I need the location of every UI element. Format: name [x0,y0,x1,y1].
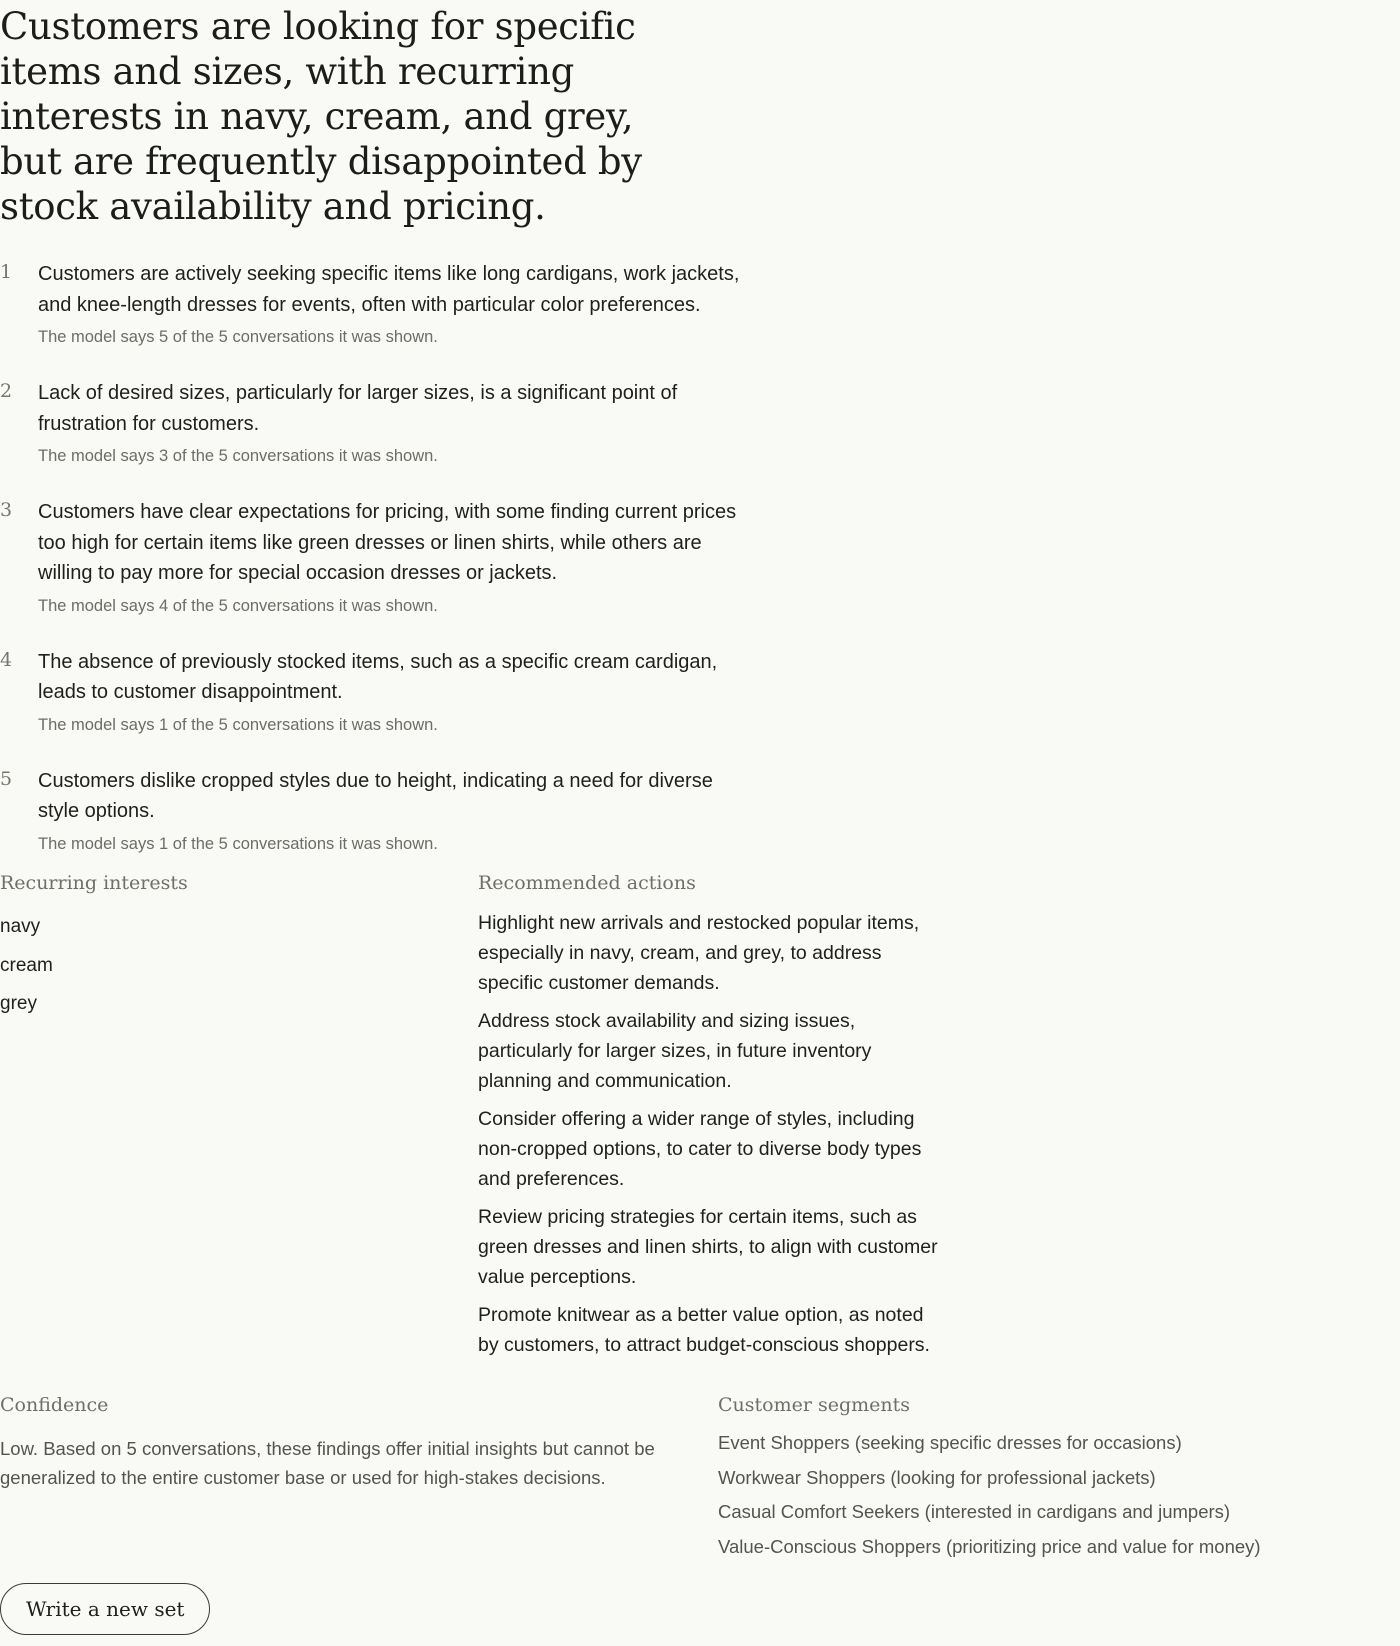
finding-number: 1 [0,261,13,283]
finding-text: Customers are actively seeking specific items like long cardigans, work jackets, and knee-length dresses for events, often with particular color preferences. [38,263,740,316]
action-item: Review pricing strategies for certain items, such as green dresses and linen shirts, to align with customer value perceptions. [478,1206,938,1288]
finding-number: 3 [0,499,13,521]
interest-item: grey [0,993,37,1014]
finding-note: The model says 1 of the 5 conversations it was shown. [38,834,438,853]
finding-note: The model says 1 of the 5 conversations it was shown. [38,715,438,734]
finding-text: Customers have clear expectations for pricing, with some finding current prices too high for certain items like green dresses or linen shirts, while others are willing to pay more for special occasion dresses or jackets. [38,501,737,584]
finding-item [0,647,750,737]
recurring-interests-label: Recurring interests [0,872,188,894]
confidence-text: Low. Based on 5 conversations, these findings offer initial insights but cannot be generalized to the entire customer base or used for high-stakes decisions. [0,1438,655,1488]
finding-note: The model says 4 of the 5 conversations it was shown. [38,596,438,615]
recommended-actions-list [478,908,938,1360]
finding-text: The absence of previously stocked items, such as a specific cream cardigan, leads to customer disappointment. [38,650,718,703]
segment-item: Workwear Shoppers (looking for professional jackets) [718,1466,1156,1488]
finding-item [0,497,750,618]
recommended-actions-label: Recommended actions [478,872,696,894]
recommended-actions-section [478,870,938,1368]
segment-item: Casual Comfort Seekers (interested in cardigans and jumpers) [718,1501,1231,1522]
customer-segments-list [718,1426,1358,1564]
finding-text: Lack of desired sizes, particularly for larger sizes, is a significant point of frustration for customers. [38,382,678,435]
confidence-section [0,1392,660,1492]
finding-note: The model says 5 of the 5 conversations it was shown. [38,328,438,346]
finding-item [0,766,750,856]
findings-list [0,259,750,885]
action-item: Highlight new arrivals and restocked popular items, especially in navy, cream, and grey, to address specific customer demands. [478,912,920,994]
action-item: Consider offering a wider range of styles, including non-cropped options, to cater to diverse body types and preferences. [478,1108,922,1190]
finding-number: 4 [0,648,13,671]
customer-segments-label: Customer segments [718,1394,911,1416]
finding-item [0,259,750,349]
recurring-interests-list [0,908,420,1024]
finding-number: 2 [0,380,13,402]
confidence-label: Confidence [0,1394,109,1416]
interest-item: navy [0,916,41,937]
action-item: Address stock availability and sizing issues, particularly for larger sizes, in future inventory planning and communication. [478,1010,872,1092]
customer-segments-section [718,1392,1358,1564]
finding-item [0,378,750,468]
action-item: Promote knitwear as a better value option, as noted by customers, to attract budget-conscious shoppers. [478,1304,930,1356]
recurring-interests-section [0,870,420,1024]
write-new-set-button[interactable]: Write a new set [0,1583,210,1635]
segment-item: Value-Conscious Shoppers (prioritizing price and value for money) [718,1535,1261,1557]
finding-number: 5 [0,767,13,790]
interest-item: cream [0,954,53,976]
finding-text: Customers dislike cropped styles due to height, indicating a need for diverse style options. [38,769,713,822]
finding-note: The model says 3 of the 5 conversations it was shown. [38,447,438,465]
summary-headline: Customers are looking for specific items and sizes, with recurring interests in navy, cream, and grey, but are frequently disappointed by stock availability and pricing. [0,5,642,228]
segment-item: Event Shoppers (seeking specific dresses for occasions) [718,1432,1182,1453]
